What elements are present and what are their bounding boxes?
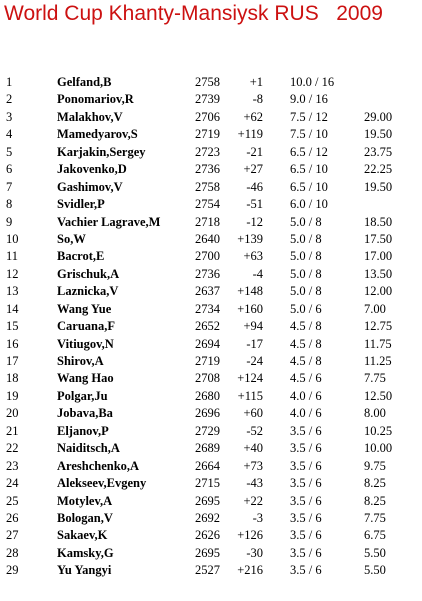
page-title: World Cup Khanty-Mansiysk RUS 2009 xyxy=(4,2,383,25)
player-name: Laznicka,V xyxy=(57,284,119,299)
rating-change: -46 xyxy=(246,179,263,194)
score-cell: 3.5 / 6 xyxy=(290,545,322,560)
rank-cell: 14 xyxy=(6,301,19,316)
score-cell: 3.5 / 6 xyxy=(290,423,322,438)
player-name: Yu Yangyi xyxy=(57,563,112,578)
table-row xyxy=(0,266,422,283)
rating-change: -51 xyxy=(246,197,263,212)
standings-table xyxy=(0,74,422,580)
rating-cell: 2719 xyxy=(195,127,220,142)
rating-cell: 2723 xyxy=(195,144,220,159)
table-row xyxy=(0,423,422,440)
score-cell: 5.0 / 6 xyxy=(290,301,322,316)
table-row xyxy=(0,231,422,248)
score-cell: 5.0 / 8 xyxy=(290,214,322,229)
table-row xyxy=(0,161,422,178)
tiebreak-cell: 11.25 xyxy=(364,354,392,368)
rating-change: +139 xyxy=(237,231,263,246)
rating-change: +115 xyxy=(237,388,263,403)
tiebreak-cell: 8.00 xyxy=(364,406,386,421)
player-name: Jobava,Ba xyxy=(57,406,113,421)
tiebreak-cell: 17.50 xyxy=(364,231,393,246)
rank-cell: 18 xyxy=(6,371,19,386)
tiebreak-cell: 10.00 xyxy=(364,441,393,456)
rank-cell: 19 xyxy=(6,388,19,403)
score-cell: 5.0 / 8 xyxy=(290,249,322,264)
score-cell: 3.5 / 6 xyxy=(290,441,322,456)
rank-cell: 22 xyxy=(6,441,19,456)
rating-change: +126 xyxy=(237,528,263,543)
score-cell: 5.0 / 8 xyxy=(290,266,322,281)
rating-change: +27 xyxy=(243,162,263,177)
table-row xyxy=(0,126,422,143)
score-cell: 6.5 / 10 xyxy=(290,179,328,194)
table-row xyxy=(0,91,422,108)
rating-change: -8 xyxy=(252,92,263,107)
table-row xyxy=(0,527,422,544)
table-row xyxy=(0,440,422,457)
rating-cell: 2739 xyxy=(195,92,220,107)
score-cell: 3.5 / 6 xyxy=(290,493,322,508)
rank-cell: 23 xyxy=(6,458,19,473)
rating-cell: 2700 xyxy=(195,249,220,264)
score-cell: 6.5 / 10 xyxy=(290,162,328,177)
tiebreak-cell: 17.00 xyxy=(364,249,393,264)
table-row xyxy=(0,336,422,353)
tiebreak-cell: 10.25 xyxy=(364,423,393,438)
rating-cell: 2680 xyxy=(195,388,220,403)
table-row xyxy=(0,388,422,405)
tiebreak-cell: 19.50 xyxy=(364,179,393,194)
rank-cell: 27 xyxy=(6,528,19,543)
rank-cell: 5 xyxy=(6,144,13,159)
score-cell: 3.5 / 6 xyxy=(290,563,322,578)
score-cell: 3.5 / 6 xyxy=(290,476,322,491)
tiebreak-cell: 12.50 xyxy=(364,388,393,403)
rating-change: +119 xyxy=(237,127,263,142)
player-name: Svidler,P xyxy=(57,197,105,212)
tiebreak-cell: 22.25 xyxy=(364,162,393,177)
rating-cell: 2689 xyxy=(195,441,220,456)
table-row xyxy=(0,493,422,510)
rank-cell: 25 xyxy=(6,493,19,508)
rating-cell: 2718 xyxy=(195,214,220,229)
player-name: Bacrot,E xyxy=(57,249,105,264)
table-row xyxy=(0,353,422,370)
rating-cell: 2758 xyxy=(195,179,220,194)
table-row xyxy=(0,214,422,231)
tiebreak-cell: 12.75 xyxy=(364,319,393,334)
rating-change: -24 xyxy=(246,354,263,368)
table-row xyxy=(0,301,422,318)
player-name: Ponomariov,R xyxy=(57,92,134,107)
rank-cell: 24 xyxy=(6,476,19,491)
rating-cell: 2695 xyxy=(195,493,220,508)
score-cell: 7.5 / 10 xyxy=(290,127,328,142)
score-cell: 4.0 / 6 xyxy=(290,406,322,421)
table-row xyxy=(0,545,422,562)
score-cell: 4.5 / 6 xyxy=(290,371,322,386)
player-name: Sakaev,K xyxy=(57,528,108,543)
rating-change: -30 xyxy=(246,545,263,560)
rank-cell: 10 xyxy=(6,231,19,246)
player-name: Vitiugov,N xyxy=(57,336,114,351)
rating-cell: 2754 xyxy=(195,197,220,212)
rating-cell: 2652 xyxy=(195,319,220,334)
rating-cell: 2734 xyxy=(195,301,220,316)
table-row xyxy=(0,458,422,475)
score-cell: 10.0 / 16 xyxy=(290,75,335,89)
table-row xyxy=(0,283,422,300)
player-name: Jakovenko,D xyxy=(57,162,127,177)
rating-change: -3 xyxy=(252,510,263,525)
rating-cell: 2664 xyxy=(195,458,220,473)
tiebreak-cell: 7.75 xyxy=(364,510,386,525)
player-name: Wang Hao xyxy=(57,371,114,386)
rating-change: +60 xyxy=(243,406,263,421)
tiebreak-cell: 19.50 xyxy=(364,127,393,142)
rating-cell: 2729 xyxy=(195,423,220,438)
tiebreak-cell: 11.75 xyxy=(364,336,392,351)
tiebreak-cell: 13.50 xyxy=(364,266,393,281)
table-row xyxy=(0,475,422,492)
table-row xyxy=(0,405,422,422)
rating-cell: 2637 xyxy=(195,284,220,299)
score-cell: 9.0 / 16 xyxy=(290,92,328,107)
player-name: Mamedyarov,S xyxy=(57,127,138,142)
rating-cell: 2736 xyxy=(195,266,220,281)
player-name: Karjakin,Sergey xyxy=(57,144,146,159)
tiebreak-cell: 6.75 xyxy=(364,528,386,543)
player-name: Grischuk,A xyxy=(57,266,120,281)
rating-cell: 2692 xyxy=(195,510,220,525)
rating-change: +148 xyxy=(237,284,263,299)
score-cell: 5.0 / 8 xyxy=(290,284,322,299)
rating-change: -43 xyxy=(246,476,263,491)
player-name: Bologan,V xyxy=(57,510,113,525)
rank-cell: 13 xyxy=(6,284,19,299)
player-name: Naiditsch,A xyxy=(57,441,120,456)
rating-change: +40 xyxy=(243,441,263,456)
player-name: Gashimov,V xyxy=(57,179,123,194)
table-row xyxy=(0,196,422,213)
score-cell: 3.5 / 6 xyxy=(290,458,322,473)
player-name: Eljanov,P xyxy=(57,423,109,438)
rating-change: -12 xyxy=(246,214,263,229)
rating-cell: 2708 xyxy=(195,371,220,386)
tiebreak-cell: 5.50 xyxy=(364,545,386,560)
score-cell: 4.5 / 8 xyxy=(290,319,322,334)
player-name: Wang Yue xyxy=(57,301,112,316)
rating-cell: 2527 xyxy=(195,563,220,578)
rating-change: -52 xyxy=(246,423,263,438)
rating-cell: 2696 xyxy=(195,406,220,421)
rank-cell: 15 xyxy=(6,319,19,334)
rating-cell: 2758 xyxy=(195,75,220,89)
table-row xyxy=(0,248,422,265)
table-row xyxy=(0,74,422,91)
rank-cell: 8 xyxy=(6,197,13,212)
rating-change: +94 xyxy=(243,319,263,334)
score-cell: 7.5 / 12 xyxy=(290,109,328,124)
tiebreak-cell: 12.00 xyxy=(364,284,393,299)
rating-cell: 2715 xyxy=(195,476,220,491)
player-name: Malakhov,V xyxy=(57,109,123,124)
player-name: Alekseev,Evgeny xyxy=(57,476,147,491)
rating-cell: 2640 xyxy=(195,231,220,246)
rank-cell: 7 xyxy=(6,179,13,194)
rating-change: +216 xyxy=(237,563,263,578)
tiebreak-cell: 8.25 xyxy=(364,493,386,508)
tiebreak-cell: 29.00 xyxy=(364,109,393,124)
rank-cell: 6 xyxy=(6,162,13,177)
rank-cell: 17 xyxy=(6,354,19,368)
rank-cell: 29 xyxy=(6,563,19,578)
rank-cell: 1 xyxy=(6,75,13,89)
player-name: Areshchenko,A xyxy=(57,458,140,473)
rating-change: -21 xyxy=(246,144,263,159)
player-name: Caruana,F xyxy=(57,319,115,334)
rating-change: +160 xyxy=(237,301,263,316)
tiebreak-cell: 8.25 xyxy=(364,476,386,491)
rating-change: +124 xyxy=(237,371,263,386)
rank-cell: 2 xyxy=(6,92,13,107)
tiebreak-cell: 23.75 xyxy=(364,144,393,159)
rating-change: +63 xyxy=(243,249,263,264)
player-name: Kamsky,G xyxy=(57,545,114,560)
tiebreak-cell: 5.50 xyxy=(364,563,386,578)
rank-cell: 21 xyxy=(6,423,19,438)
player-name: So,W xyxy=(57,231,86,246)
score-cell: 4.5 / 8 xyxy=(290,354,322,368)
rank-cell: 4 xyxy=(6,127,13,142)
rating-cell: 2719 xyxy=(195,354,220,368)
rank-cell: 28 xyxy=(6,545,19,560)
rating-change: +62 xyxy=(243,109,263,124)
score-cell: 6.5 / 12 xyxy=(290,144,328,159)
table-row xyxy=(0,109,422,126)
score-cell: 4.0 / 6 xyxy=(290,388,322,403)
tiebreak-cell: 7.00 xyxy=(364,301,386,316)
table-row xyxy=(0,510,422,527)
rank-cell: 11 xyxy=(6,249,19,264)
score-cell: 6.0 / 10 xyxy=(290,197,328,212)
table-row xyxy=(0,562,422,579)
player-name: Polgar,Ju xyxy=(57,388,108,403)
score-cell: 3.5 / 6 xyxy=(290,510,322,525)
score-cell: 3.5 / 6 xyxy=(290,528,322,543)
rank-cell: 12 xyxy=(6,266,19,281)
rank-cell: 16 xyxy=(6,336,19,351)
table-row xyxy=(0,144,422,161)
table-row xyxy=(0,179,422,196)
rating-cell: 2736 xyxy=(195,162,220,177)
player-name: Shirov,A xyxy=(57,354,104,368)
score-cell: 4.5 / 8 xyxy=(290,336,322,351)
rating-cell: 2694 xyxy=(195,336,220,351)
rating-change: -17 xyxy=(246,336,263,351)
rating-change: +22 xyxy=(243,493,263,508)
rating-change: +73 xyxy=(243,458,263,473)
tiebreak-cell: 7.75 xyxy=(364,371,386,386)
rank-cell: 20 xyxy=(6,406,19,421)
table-row xyxy=(0,370,422,387)
rank-cell: 3 xyxy=(6,109,13,124)
table-row xyxy=(0,318,422,335)
rank-cell: 9 xyxy=(6,214,13,229)
player-name: Motylev,A xyxy=(57,493,113,508)
tiebreak-cell: 18.50 xyxy=(364,214,393,229)
score-cell: 5.0 / 8 xyxy=(290,231,322,246)
rank-cell: 26 xyxy=(6,510,19,525)
player-name: Vachier Lagrave,M xyxy=(57,214,161,229)
rating-change: +1 xyxy=(249,75,263,89)
player-name: Gelfand,B xyxy=(57,75,112,89)
tiebreak-cell: 9.75 xyxy=(364,458,386,473)
rating-cell: 2695 xyxy=(195,545,220,560)
rating-cell: 2706 xyxy=(195,109,220,124)
rating-cell: 2626 xyxy=(195,528,220,543)
rating-change: -4 xyxy=(252,266,263,281)
